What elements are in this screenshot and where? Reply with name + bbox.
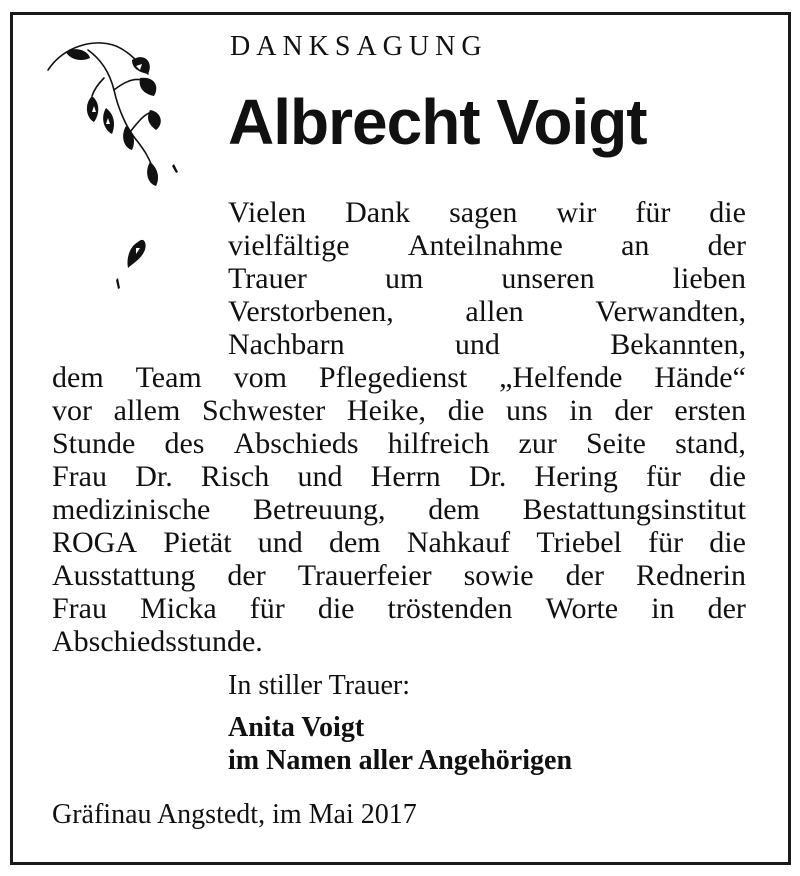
word: Dr.: [135, 460, 173, 493]
word: für: [635, 196, 671, 229]
word: ROGA: [52, 526, 138, 559]
word: Dank: [345, 196, 411, 229]
word: in: [569, 394, 593, 427]
word: in: [651, 592, 675, 625]
word: Risch: [200, 460, 270, 493]
notice-heading: DANKSAGUNG: [230, 31, 488, 62]
word: der: [565, 559, 604, 592]
word: Micka: [140, 592, 217, 625]
word: Pflegedienst: [318, 361, 468, 394]
word: die: [447, 394, 485, 427]
word: dem: [52, 361, 104, 394]
word: der: [707, 592, 746, 625]
thanks-line: [228, 262, 746, 295]
word: Worte: [545, 592, 619, 625]
word: die: [709, 526, 746, 559]
word: Verwandten,: [595, 295, 746, 328]
word: tröstenden: [387, 592, 513, 625]
thanks-text: [52, 196, 746, 658]
word: „Helfende: [499, 361, 623, 394]
word: allen: [465, 295, 524, 328]
word: der: [227, 559, 266, 592]
word: Herrn: [370, 460, 441, 493]
word: die: [317, 592, 355, 625]
word: Heike,: [346, 394, 427, 427]
word: Triebel: [536, 526, 622, 559]
word: zur: [518, 427, 557, 460]
deceased-name: Albrecht Voigt: [228, 86, 647, 158]
word: um: [384, 262, 424, 295]
word: und: [454, 328, 500, 361]
word: hilfreich: [387, 427, 490, 460]
word: der: [614, 394, 653, 427]
thanks-line: [228, 196, 746, 229]
word: Nachbarn: [228, 328, 345, 361]
word: ersten: [674, 394, 746, 427]
word: dem: [428, 493, 480, 526]
word: Betreuung,: [253, 493, 386, 526]
thanks-line: [52, 394, 746, 427]
word: lieben: [672, 262, 746, 295]
word: Frau: [52, 460, 107, 493]
word: wir: [556, 196, 597, 229]
word: für: [249, 592, 285, 625]
word: sowie: [463, 559, 534, 592]
word: sagen: [449, 196, 518, 229]
thanks-line: [52, 460, 746, 493]
word: Trauerfeier: [297, 559, 432, 592]
word: stand,: [675, 427, 746, 460]
thanks-line: [52, 361, 746, 394]
word: Trauer: [228, 262, 307, 295]
word: Team: [135, 361, 202, 394]
thanks-line: [228, 328, 746, 361]
thanks-line: [52, 592, 746, 625]
place-date: Gräfinau Angstedt, im Mai 2017: [52, 799, 417, 830]
word: und: [297, 460, 343, 493]
word: Ausstattung: [52, 559, 196, 592]
word: allem: [113, 394, 181, 427]
word: Bekannten,: [610, 328, 746, 361]
word: Rednerin: [636, 559, 746, 592]
word: die: [709, 196, 746, 229]
word: an: [621, 229, 650, 262]
word: uns: [506, 394, 548, 427]
word: Frau: [52, 592, 107, 625]
word: die: [709, 460, 746, 493]
word: Anteilnahme: [407, 229, 563, 262]
closing-phrase: In stiller Trauer:: [228, 670, 410, 701]
thanks-line: [52, 559, 746, 592]
word: und: [257, 526, 303, 559]
word: Hering: [534, 460, 618, 493]
thanks-line: Abschiedsstunde.: [52, 625, 263, 658]
word: der: [707, 229, 746, 262]
word: Abschieds: [233, 427, 359, 460]
word: Dr.: [468, 460, 507, 493]
word: Nahkauf: [406, 526, 511, 559]
thanks-line: [52, 427, 746, 460]
word: Stunde: [52, 427, 136, 460]
signer-note: im Namen aller Angehörigen: [228, 745, 573, 776]
word: für: [648, 526, 684, 559]
word: Seite: [585, 427, 646, 460]
word: Schwester: [201, 394, 326, 427]
signer-name: Anita Voigt: [228, 712, 365, 743]
thanks-line: [228, 295, 746, 328]
word: unseren: [501, 262, 595, 295]
signers: [228, 711, 572, 777]
word: Pietät: [163, 526, 232, 559]
thanks-line: [52, 493, 746, 526]
word: für: [646, 460, 682, 493]
word: vom: [233, 361, 288, 394]
word: Hände“: [654, 361, 746, 394]
thanks-line: [228, 229, 746, 262]
word: Bestattungsinstitut: [522, 493, 746, 526]
word: vor: [52, 394, 92, 427]
word: Verstorbenen,: [228, 295, 394, 328]
word: medizinische: [52, 493, 211, 526]
word: des: [164, 427, 205, 460]
word: Vielen: [228, 196, 307, 229]
word: vielfältige: [228, 229, 350, 262]
word: dem: [328, 526, 381, 559]
thanks-line: [52, 526, 746, 559]
